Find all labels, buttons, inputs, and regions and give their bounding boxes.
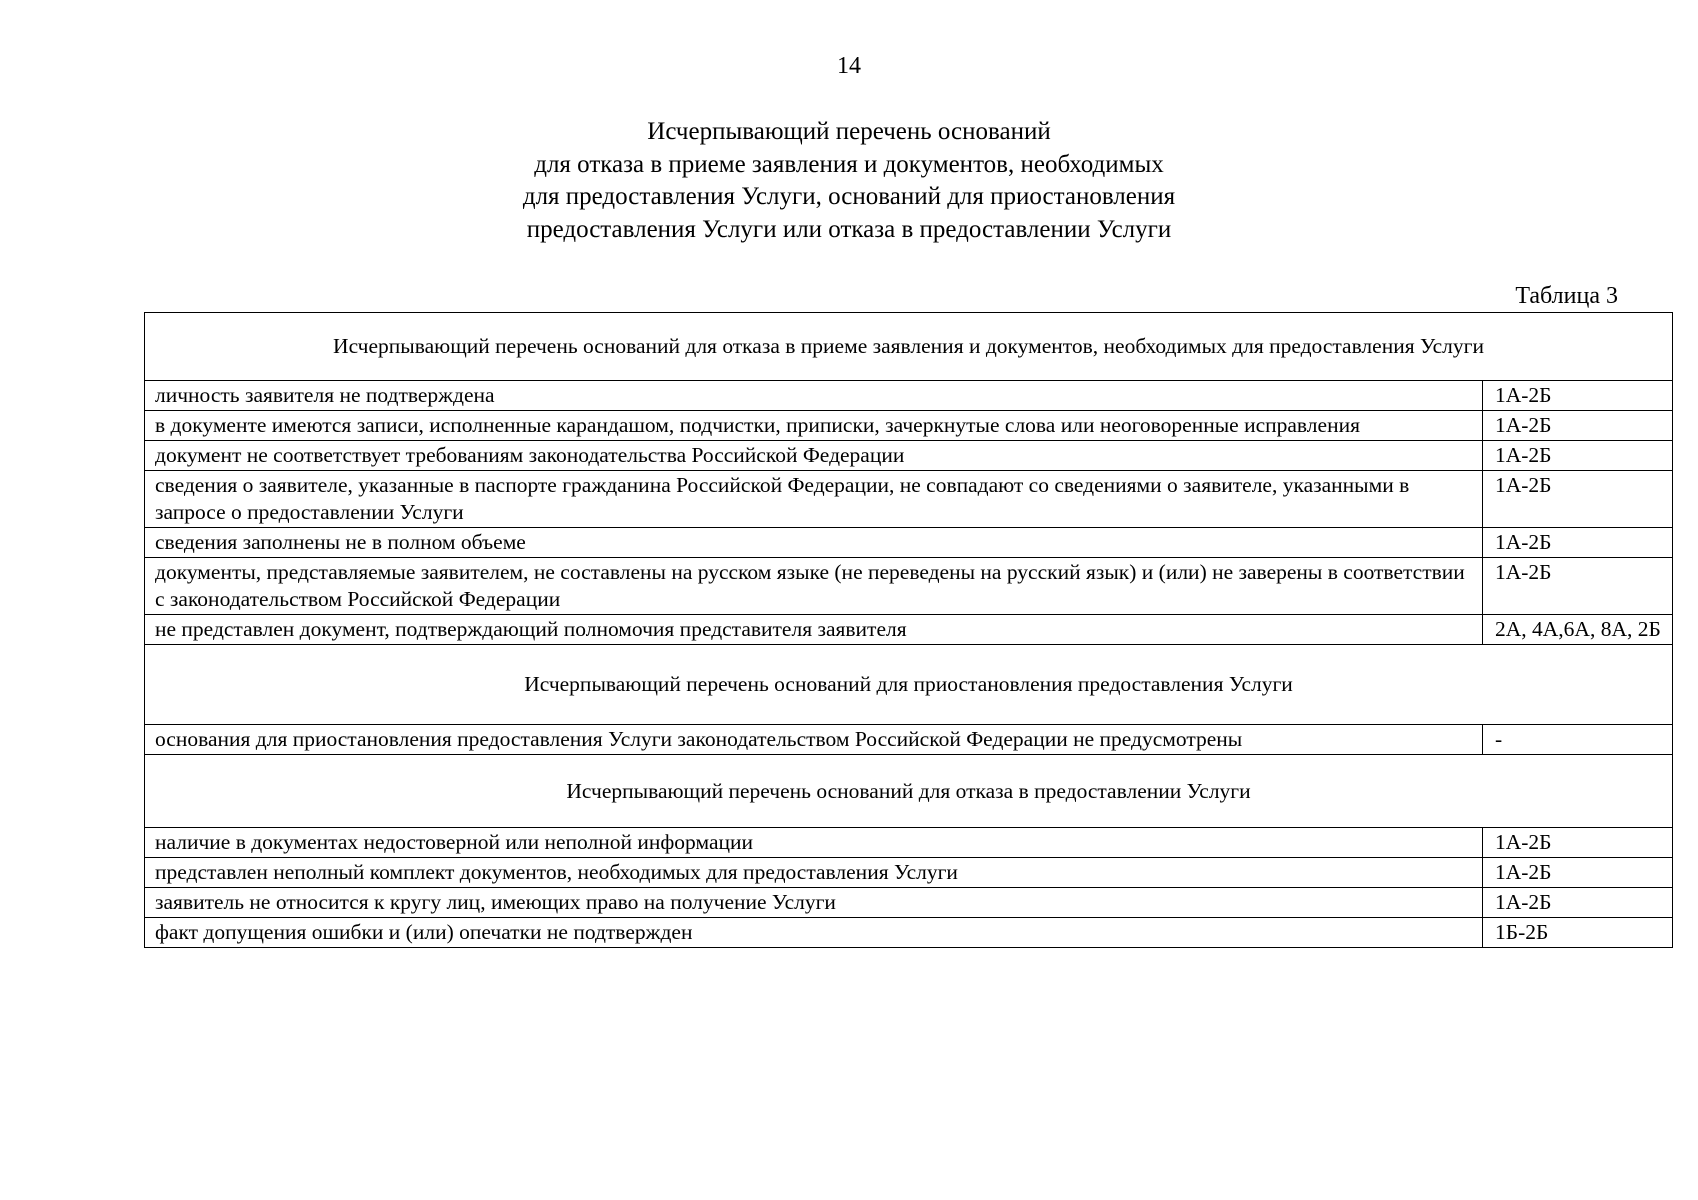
ground-code: - (1483, 725, 1673, 755)
section-heading-row (145, 645, 1673, 725)
ground-description: не представлен документ, подтверждающий полномочия представителя заявителя (145, 615, 1483, 645)
table-row (145, 411, 1673, 441)
ground-code: 1А-2Б (1483, 441, 1673, 471)
table-row (145, 918, 1673, 948)
ground-description: в документе имеются записи, исполненные карандашом, подчистки, приписки, зачеркнутые слова или неоговоренные исправления (145, 411, 1483, 441)
title-line: Исчерпывающий перечень оснований (647, 118, 1051, 145)
page-number: 14 (837, 53, 861, 79)
title-line: предоставления Услуги или отказа в предоставлении Услуги (526, 215, 1172, 243)
ground-description: личность заявителя не подтверждена (145, 381, 1483, 411)
title-line: для отказа в приеме заявления и документов, необходимых (534, 150, 1164, 178)
ground-description: факт допущения ошибки и (или) опечатки не подтвержден (145, 918, 1483, 948)
ground-description: сведения о заявителе, указанные в паспорте гражданина Российской Федерации, не совпадают со сведениями о заявителе, указанными в запросе о предоставлении Услуги (145, 471, 1483, 528)
ground-description: представлен неполный комплект документов, необходимых для предоставления Услуги (145, 858, 1483, 888)
table-row (145, 441, 1673, 471)
ground-code: 2А, 4А,6А, 8А, 2Б (1483, 615, 1673, 645)
ground-code: 1А-2Б (1483, 828, 1673, 858)
title-line: для предоставления Услуги, оснований для приостановления (522, 183, 1176, 210)
ground-description: документ не соответствует требованиям законодательства Российской Федерации (145, 441, 1483, 471)
table-caption: Таблица 3 (1515, 283, 1618, 309)
ground-code: 1А-2Б (1483, 528, 1673, 558)
ground-code: 1А-2Б (1483, 471, 1673, 528)
ground-code: 1А-2Б (1483, 888, 1673, 918)
ground-code: 1А-2Б (1483, 858, 1673, 888)
ground-code: 1А-2Б (1483, 411, 1673, 441)
table-row (145, 615, 1673, 645)
ground-description: документы, представляемые заявителем, не составлены на русском языке (не переведены на русский язык) и (или) не заверены в соответствии с законодательством Российской Федерации (145, 558, 1483, 615)
grounds-table (144, 312, 1673, 948)
table-row (145, 558, 1673, 615)
section-heading-row (145, 755, 1673, 828)
table-row (145, 828, 1673, 858)
document-title (0, 116, 1698, 246)
section-heading-row (145, 313, 1673, 381)
section-heading-suspension: Исчерпывающий перечень оснований для приостановления предоставления Услуги (145, 645, 1673, 725)
table-row (145, 725, 1673, 755)
table-row (145, 528, 1673, 558)
ground-description: сведения заполнены не в полном объеме (145, 528, 1483, 558)
table-row (145, 858, 1673, 888)
ground-description: заявитель не относится к кругу лиц, имеющих право на получение Услуги (145, 888, 1483, 918)
table-row (145, 471, 1673, 528)
ground-code: 1А-2Б (1483, 381, 1673, 411)
section-heading-service-refusal: Исчерпывающий перечень оснований для отказа в предоставлении Услуги (145, 755, 1673, 828)
ground-description: основания для приостановления предоставления Услуги законодательством Российской Федерации не предусмотрены (145, 725, 1483, 755)
section-heading-acceptance-refusal: Исчерпывающий перечень оснований для отказа в приеме заявления и документов, необходимых для предоставления Услуги (145, 313, 1673, 381)
ground-code: 1Б-2Б (1483, 918, 1673, 948)
table-row (145, 888, 1673, 918)
ground-code: 1А-2Б (1483, 558, 1673, 615)
ground-description: наличие в документах недостоверной или неполной информации (145, 828, 1483, 858)
table-row (145, 381, 1673, 411)
